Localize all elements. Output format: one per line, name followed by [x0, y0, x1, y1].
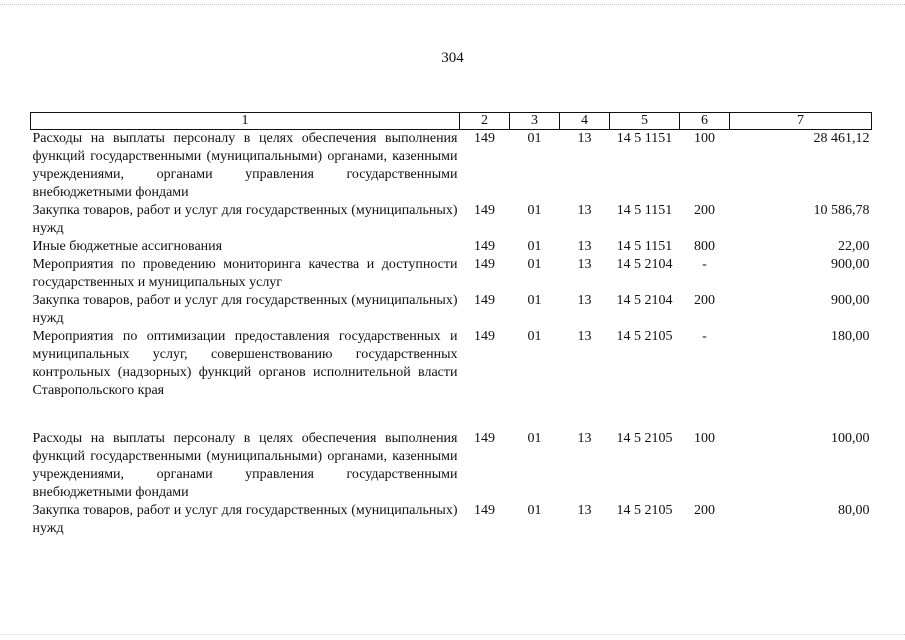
- row-name: Закупка товаров, работ и услуг для государственных (муниципальных) нужд: [32, 503, 458, 536]
- row-name: Закупка товаров, работ и услуг для государственных (муниципальных) нужд: [32, 293, 458, 326]
- table-row: [31, 430, 872, 502]
- row-amount: 80,00: [838, 503, 870, 518]
- row-code-target: 14 5 2105: [616, 329, 673, 344]
- row-name: Мероприятия по проведению мониторинга качества и доступности государственных и муниципальных услуг: [32, 257, 458, 290]
- row-code-ministry: 149: [474, 131, 495, 146]
- row-code-ministry: 149: [474, 503, 495, 518]
- row-amount: 900,00: [831, 257, 870, 272]
- page-number: 304: [441, 50, 464, 66]
- row-name: Закупка товаров, работ и услуг для государственных (муниципальных) нужд: [32, 203, 458, 236]
- row-name: Иные бюджетные ассигнования: [32, 239, 223, 254]
- scan-artifact-top: [0, 4, 905, 6]
- row-code-subsection: 13: [577, 293, 592, 308]
- header-col-3: 3: [510, 113, 560, 130]
- row-amount: 100,00: [831, 431, 870, 446]
- scan-artifact-bottom: [0, 634, 905, 636]
- table-row: [31, 238, 872, 256]
- row-amount: 22,00: [838, 239, 870, 254]
- row-name: Расходы на выплаты персоналу в целях обеспечения выполнения функций государственными (муниципальными) органами, казенными учреждениями, органами управления государственными внебюджетными фондами: [32, 131, 458, 200]
- table-row: [31, 292, 872, 328]
- row-code-target: 14 5 1151: [616, 239, 673, 254]
- row-code-expense-type: 100: [694, 431, 715, 446]
- budget-table: [30, 112, 872, 538]
- row-code-ministry: 149: [474, 431, 495, 446]
- row-code-target: 14 5 2105: [616, 503, 673, 518]
- row-code-subsection: 13: [577, 503, 592, 518]
- row-code-subsection: 13: [577, 329, 592, 344]
- row-code-ministry: 149: [474, 329, 495, 344]
- table-header: [31, 113, 872, 130]
- row-name: Мероприятия по оптимизации предоставления государственных и муниципальных услуг, совершенствованию государственных контрольных (надзорных) функций органов исполнительной власти Ставропольского края: [32, 329, 458, 398]
- table-row: [31, 256, 872, 292]
- row-code-section: 01: [527, 131, 542, 146]
- row-code-expense-type: 800: [694, 239, 715, 254]
- row-code-ministry: 149: [474, 239, 495, 254]
- table-row: [31, 328, 872, 400]
- row-code-expense-type: -: [702, 257, 707, 272]
- header-col-2: 2: [460, 113, 510, 130]
- row-code-target: 14 5 1151: [616, 203, 673, 218]
- header-col-4: 4: [560, 113, 610, 130]
- row-code-ministry: 149: [474, 257, 495, 272]
- row-code-subsection: 13: [577, 257, 592, 272]
- row-code-section: 01: [527, 503, 542, 518]
- row-amount: 180,00: [831, 329, 870, 344]
- row-code-expense-type: 200: [694, 503, 715, 518]
- table-body: [31, 130, 872, 539]
- header-col-5: 5: [610, 113, 680, 130]
- row-code-subsection: 13: [577, 239, 592, 254]
- row-code-expense-type: 200: [694, 203, 715, 218]
- row-code-section: 01: [527, 329, 542, 344]
- table-spacer-row: [31, 400, 872, 430]
- row-code-ministry: 149: [474, 203, 495, 218]
- row-code-subsection: 13: [577, 203, 592, 218]
- table-row: [31, 202, 872, 238]
- header-col-6: 6: [680, 113, 730, 130]
- row-code-target: 14 5 2105: [616, 431, 673, 446]
- row-code-section: 01: [527, 431, 542, 446]
- row-code-target: 14 5 1151: [616, 131, 673, 146]
- row-code-subsection: 13: [577, 131, 592, 146]
- row-code-section: 01: [527, 203, 542, 218]
- row-code-target: 14 5 2104: [616, 293, 673, 308]
- table-row: [31, 130, 872, 203]
- row-amount: 28 461,12: [813, 131, 870, 146]
- row-amount: 900,00: [831, 293, 870, 308]
- row-code-expense-type: -: [702, 329, 707, 344]
- row-code-target: 14 5 2104: [616, 257, 673, 272]
- row-code-subsection: 13: [577, 431, 592, 446]
- row-code-ministry: 149: [474, 293, 495, 308]
- row-code-section: 01: [527, 257, 542, 272]
- row-name: Расходы на выплаты персоналу в целях обеспечения выполнения функций государственными (муниципальными) органами, казенными учреждениями, органами управления государственными внебюджетными фондами: [32, 431, 458, 500]
- table-spacer-cell: [31, 400, 872, 430]
- row-code-expense-type: 200: [694, 293, 715, 308]
- row-code-section: 01: [527, 293, 542, 308]
- header-row: [31, 113, 872, 130]
- row-code-expense-type: 100: [694, 131, 715, 146]
- header-col-7: 7: [730, 113, 872, 130]
- row-code-section: 01: [527, 239, 542, 254]
- row-amount: 10 586,78: [813, 203, 870, 218]
- table-row: [31, 502, 872, 538]
- header-col-1: 1: [31, 113, 460, 130]
